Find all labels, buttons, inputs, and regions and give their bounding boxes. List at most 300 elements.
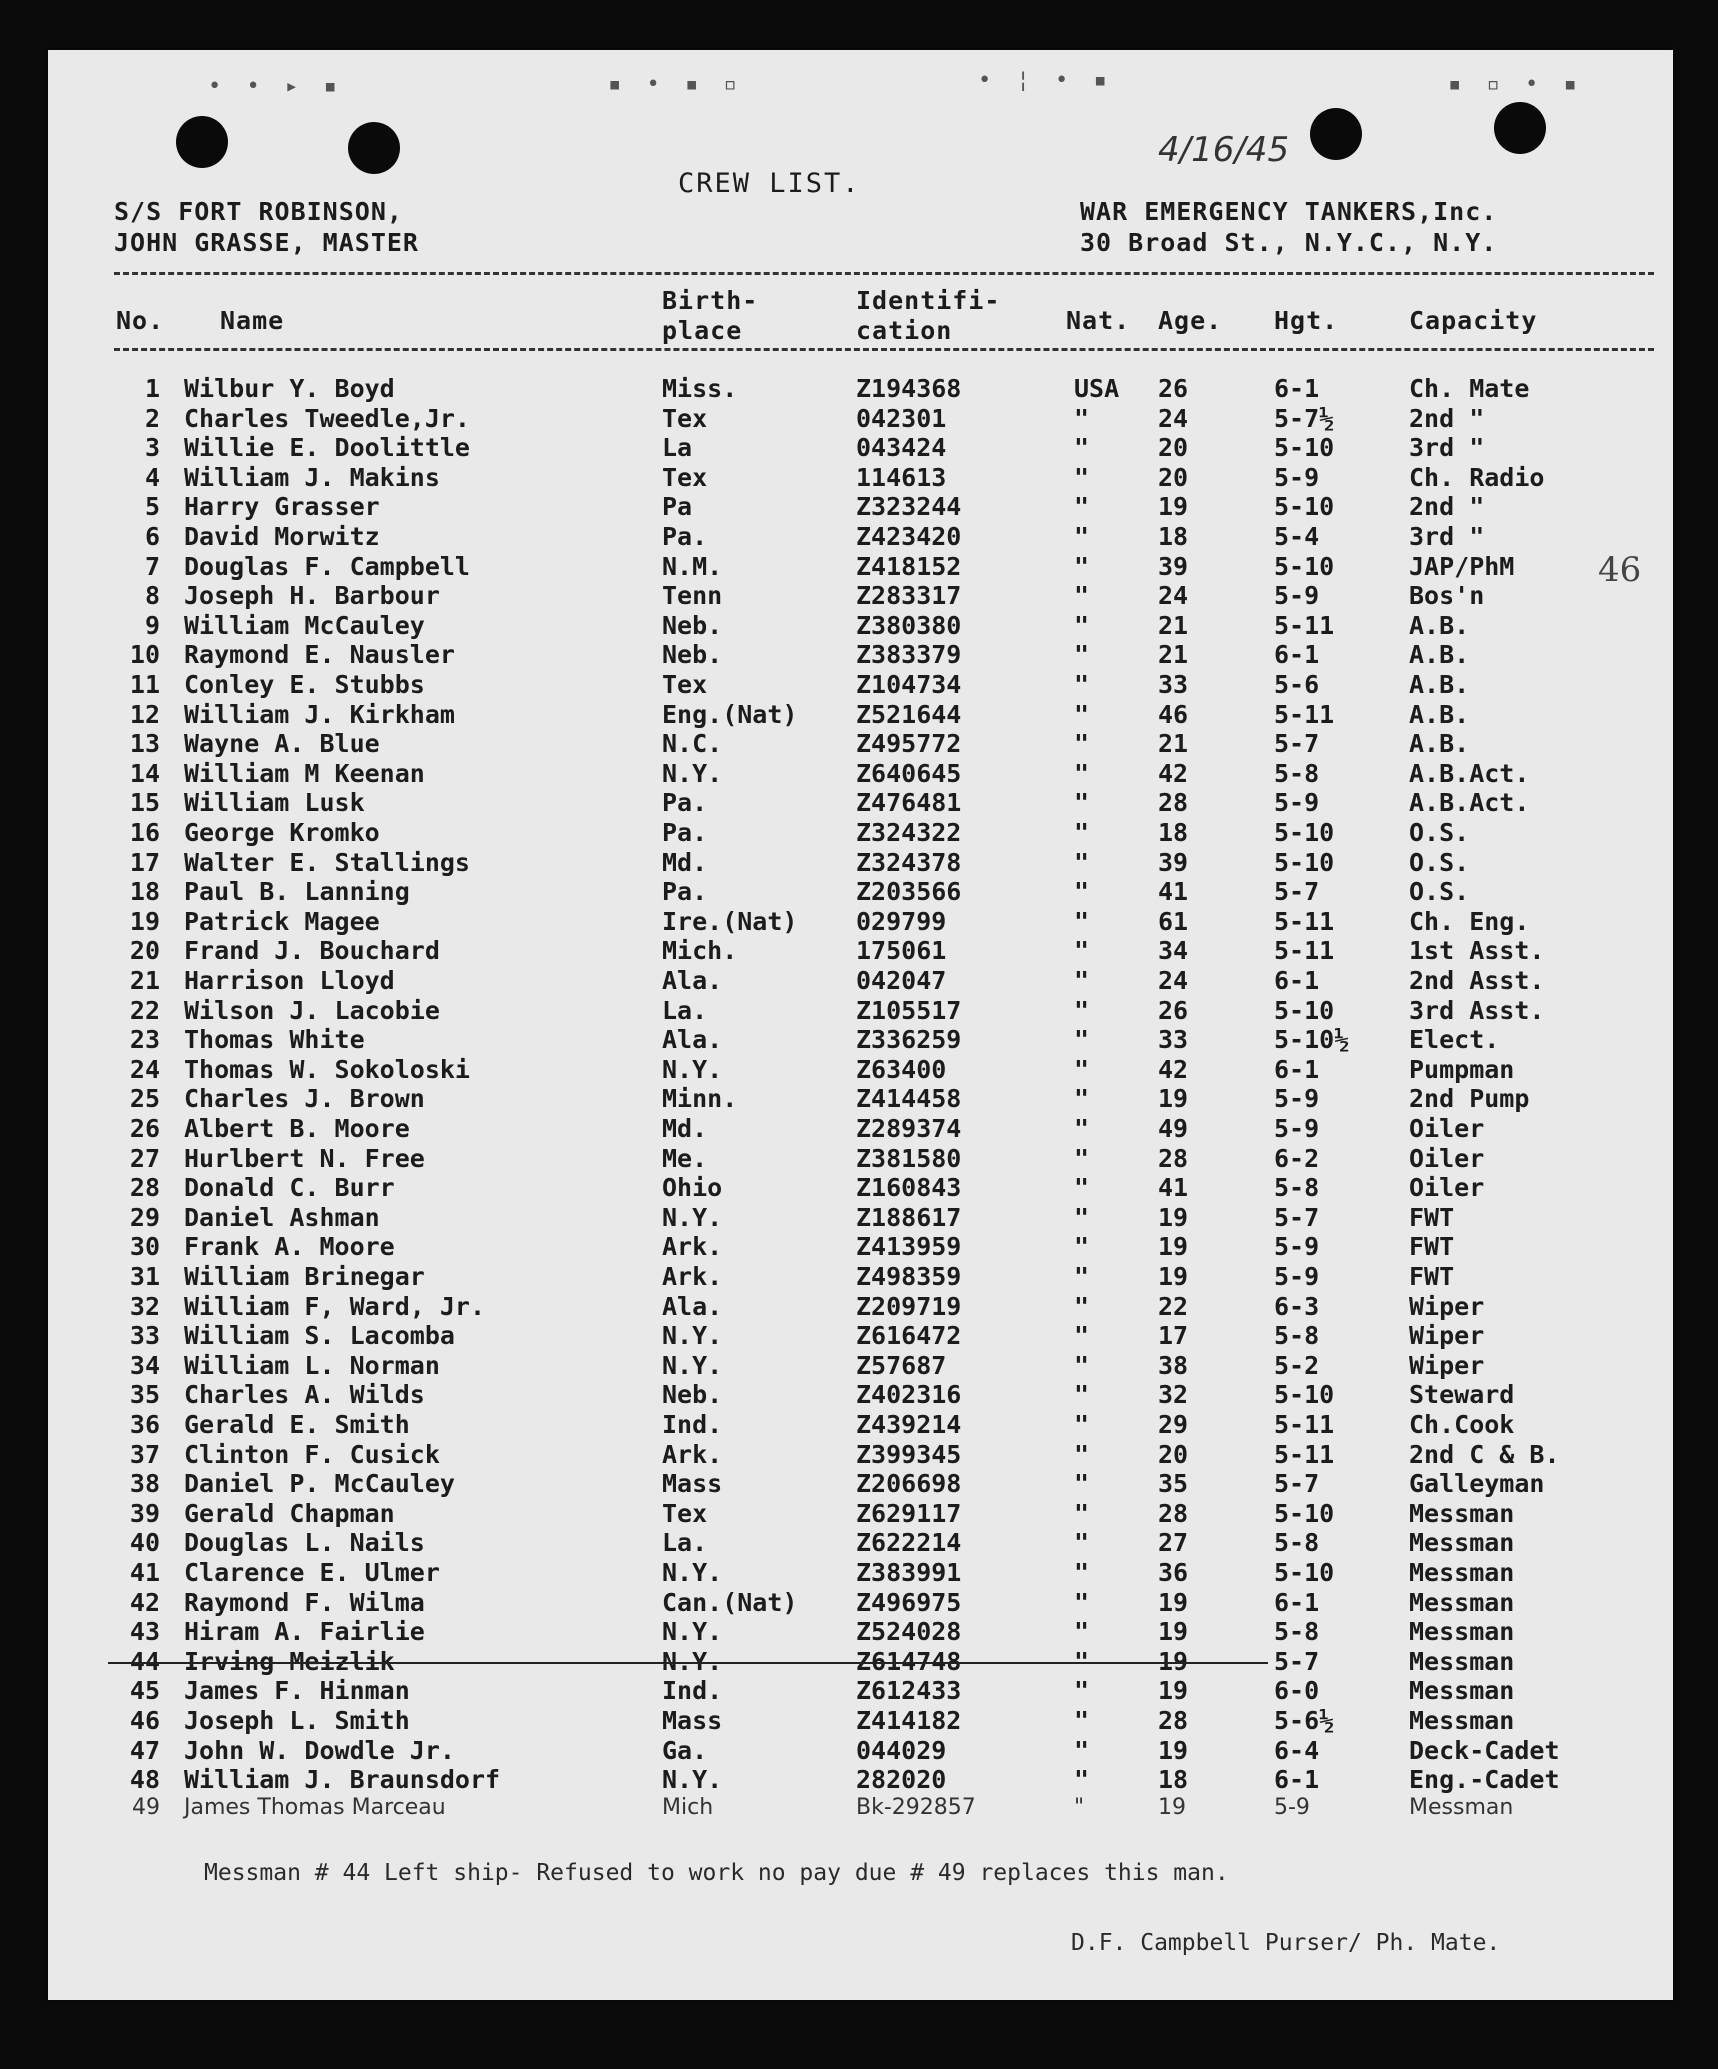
- cell-name: Thomas White: [184, 1025, 365, 1055]
- cell-no: 10: [129, 640, 160, 670]
- cell-capacity: FWT: [1409, 1232, 1455, 1262]
- cell-no: 39: [129, 1498, 160, 1528]
- cell-hgt: 5-9: [1274, 1794, 1310, 1820]
- cell-id: 042301: [856, 403, 947, 433]
- cell-age: 38: [1158, 1350, 1189, 1380]
- header-divider: [114, 272, 1654, 275]
- cell-age: 19: [1158, 1617, 1189, 1647]
- cell-birthplace: N.M.: [662, 551, 723, 581]
- cell-id: 175061: [856, 936, 947, 966]
- cell-birthplace: N.Y.: [662, 1765, 723, 1795]
- cell-age: 20: [1158, 433, 1189, 463]
- cell-capacity: Messman: [1409, 1676, 1515, 1706]
- cell-no: 42: [129, 1587, 160, 1617]
- cell-hgt: 5-11: [1274, 936, 1335, 966]
- cell-capacity: O.S.: [1409, 847, 1470, 877]
- cell-capacity: Oiler: [1409, 1173, 1485, 1203]
- cell-age: 33: [1158, 1025, 1189, 1055]
- table-row: [48, 788, 1673, 818]
- table-row: [48, 1558, 1673, 1588]
- cell-birthplace: La: [662, 433, 693, 463]
- cell-nat: ": [1074, 877, 1090, 907]
- cell-birthplace: Pa.: [662, 788, 708, 818]
- cell-no: 4: [144, 462, 160, 492]
- cell-birthplace: Tex: [662, 462, 708, 492]
- table-row: [48, 966, 1673, 996]
- ship-name: S/S FORT ROBINSON,: [114, 197, 403, 226]
- cell-name: William S. Lacomba: [184, 1321, 455, 1351]
- cell-nat: ": [1074, 1617, 1090, 1647]
- cell-capacity: 2nd Asst.: [1409, 966, 1545, 995]
- cell-name: James F. Hinman: [184, 1676, 410, 1706]
- cell-no: 12: [129, 699, 160, 729]
- cell-id: Z524028: [856, 1617, 962, 1647]
- table-row: [48, 1676, 1673, 1706]
- cell-nat: ": [1074, 492, 1090, 522]
- cell-nat: ": [1074, 758, 1090, 788]
- cell-id: Z194368: [856, 374, 962, 403]
- punch-hole: [1310, 108, 1362, 160]
- cell-birthplace: Pa.: [662, 818, 708, 847]
- table-row: [48, 670, 1673, 700]
- cell-nat: USA: [1074, 374, 1120, 403]
- cell-birthplace: Md.: [662, 1114, 708, 1143]
- cell-id: Z521644: [856, 699, 962, 729]
- cell-capacity: O.S.: [1409, 818, 1470, 847]
- table-row: [48, 404, 1673, 434]
- cell-birthplace: Mass: [662, 1706, 723, 1735]
- cell-nat: ": [1074, 847, 1090, 877]
- table-row: [48, 1380, 1673, 1410]
- cell-id: Z622214: [856, 1528, 962, 1558]
- cell-name: Joseph H. Barbour: [184, 581, 440, 611]
- table-row: [48, 936, 1673, 966]
- table-row: [48, 552, 1673, 582]
- cell-no: 43: [129, 1617, 160, 1647]
- table-row: [48, 433, 1673, 463]
- col-header-age: Age.: [1158, 306, 1223, 335]
- cell-id: 043424: [856, 433, 947, 463]
- cell-age: 41: [1158, 877, 1189, 907]
- table-row: [48, 848, 1673, 878]
- cell-no: 32: [129, 1291, 160, 1321]
- cell-birthplace: Ga.: [662, 1735, 708, 1765]
- cell-age: 32: [1158, 1380, 1189, 1410]
- cell-hgt: 5-2: [1274, 1350, 1320, 1380]
- cell-birthplace: Ark.: [662, 1262, 723, 1291]
- cell-id: Z336259: [856, 1025, 962, 1055]
- cell-hgt: 5-8: [1274, 1617, 1320, 1647]
- table-row: [48, 907, 1673, 937]
- cell-no: 29: [129, 1202, 160, 1232]
- cell-no: 36: [129, 1410, 160, 1439]
- cell-id: Z324322: [856, 818, 962, 847]
- cell-id: 029799: [856, 906, 947, 936]
- cell-id: 114613: [856, 462, 947, 492]
- table-row: [48, 522, 1673, 552]
- table-row: [48, 611, 1673, 641]
- col-header-name: Name: [220, 306, 285, 335]
- company-name: WAR EMERGENCY TANKERS,Inc.: [1080, 197, 1498, 226]
- table-row: [48, 877, 1673, 907]
- cell-id: Z439214: [856, 1410, 962, 1439]
- cell-birthplace: Tex: [662, 403, 708, 433]
- table-row: [48, 374, 1673, 404]
- cell-hgt: 5-11: [1274, 1439, 1335, 1469]
- cell-id: Z283317: [856, 581, 962, 611]
- cell-nat: ": [1074, 640, 1090, 670]
- cell-birthplace: Mich: [662, 1794, 714, 1820]
- cell-birthplace: N.Y.: [662, 1054, 723, 1084]
- cell-name: Gerald Chapman: [184, 1498, 395, 1528]
- cell-nat: ": [1074, 1350, 1090, 1380]
- cell-age: 21: [1158, 729, 1189, 759]
- cell-age: 28: [1158, 788, 1189, 818]
- cell-capacity: A.B.: [1409, 729, 1470, 759]
- cell-no: 48: [129, 1765, 160, 1795]
- cell-birthplace: Me.: [662, 1143, 708, 1173]
- cell-birthplace: N.Y.: [662, 1646, 723, 1676]
- cell-birthplace: Tex: [662, 1498, 708, 1528]
- cell-hgt: 6-3: [1274, 1291, 1320, 1321]
- col-header-capacity: Capacity: [1409, 306, 1538, 335]
- cell-hgt: 5-10: [1274, 995, 1335, 1025]
- cell-age: 19: [1158, 1202, 1189, 1232]
- company-address: 30 Broad St., N.Y.C., N.Y.: [1080, 228, 1498, 257]
- cell-id: Z104734: [856, 670, 962, 699]
- cell-id: Z629117: [856, 1498, 962, 1528]
- cell-age: 26: [1158, 374, 1189, 403]
- cell-age: 35: [1158, 1469, 1189, 1499]
- cell-no: 24: [129, 1054, 160, 1084]
- cell-birthplace: Ala.: [662, 1291, 723, 1321]
- cell-capacity: Messman: [1409, 1558, 1515, 1587]
- table-row: [48, 1647, 1673, 1677]
- cell-id: Z616472: [856, 1321, 962, 1351]
- cell-id: Z209719: [856, 1291, 962, 1321]
- cell-age: 41: [1158, 1173, 1189, 1203]
- cell-name: Willie E. Doolittle: [184, 433, 470, 463]
- crew-list-document: [48, 50, 1673, 2000]
- cell-no: 46: [129, 1706, 160, 1735]
- cell-hgt: 6-1: [1274, 1054, 1320, 1084]
- cell-hgt: 5-8: [1274, 1528, 1320, 1558]
- cell-capacity: Messman: [1409, 1498, 1515, 1528]
- cell-age: 46: [1158, 699, 1189, 729]
- cell-birthplace: N.Y.: [662, 1202, 723, 1232]
- signature-line: D.F. Campbell Purser/ Ph. Mate.: [1071, 1930, 1501, 1956]
- cell-nat: ": [1074, 1558, 1090, 1587]
- column-divider: [114, 348, 1654, 351]
- cell-name: Charles A. Wilds: [184, 1380, 425, 1410]
- cell-birthplace: Neb.: [662, 640, 723, 670]
- company-info: [1080, 196, 1497, 258]
- cell-no: 31: [129, 1262, 160, 1291]
- cell-age: 28: [1158, 1498, 1189, 1528]
- table-row: [48, 1765, 1673, 1795]
- cell-no: 37: [129, 1439, 160, 1469]
- cell-no: 44: [129, 1646, 160, 1676]
- cell-no: 19: [129, 906, 160, 936]
- cell-birthplace: N.Y.: [662, 1617, 723, 1647]
- cell-age: 61: [1158, 906, 1189, 936]
- cell-capacity: 3rd Asst.: [1409, 995, 1545, 1025]
- cell-no: 20: [129, 936, 160, 966]
- cell-birthplace: Ark.: [662, 1439, 723, 1469]
- cell-capacity: Ch. Eng.: [1409, 906, 1530, 936]
- cell-age: 19: [1158, 492, 1189, 522]
- cell-hgt: 5-10: [1274, 847, 1335, 877]
- cell-nat: ": [1074, 1410, 1090, 1439]
- table-row: [48, 1440, 1673, 1470]
- cell-age: 49: [1158, 1114, 1189, 1143]
- cell-hgt: 5-10: [1274, 492, 1335, 522]
- cell-nat: ": [1074, 1676, 1090, 1706]
- cell-hgt: 5-9: [1274, 1262, 1320, 1291]
- cell-name: Paul B. Lanning: [184, 877, 410, 907]
- cell-capacity: Bos'n: [1409, 581, 1485, 611]
- cell-birthplace: Pa.: [662, 522, 708, 551]
- cell-name: Raymond E. Nausler: [184, 640, 455, 670]
- cell-name: John W. Dowdle Jr.: [184, 1735, 455, 1765]
- table-row: [48, 996, 1673, 1026]
- cell-no: 1: [144, 374, 160, 403]
- cell-nat: ": [1074, 1528, 1090, 1558]
- cell-birthplace: Neb.: [662, 610, 723, 640]
- cell-capacity: 2nd C & B.: [1409, 1439, 1560, 1469]
- cell-name: Joseph L. Smith: [184, 1706, 410, 1735]
- cell-age: 26: [1158, 995, 1189, 1025]
- cell-capacity: Steward: [1409, 1380, 1515, 1410]
- cell-hgt: 5-8: [1274, 1321, 1320, 1351]
- punch-hole: [348, 122, 400, 174]
- cell-birthplace: Tenn: [662, 581, 723, 611]
- table-row: [48, 1084, 1673, 1114]
- cell-birthplace: N.Y.: [662, 758, 723, 788]
- cell-no: 30: [129, 1232, 160, 1262]
- cell-name: Raymond F. Wilma: [184, 1587, 425, 1617]
- table-row: [48, 729, 1673, 759]
- cell-no: 23: [129, 1025, 160, 1055]
- cell-birthplace: Can.(Nat): [662, 1587, 798, 1617]
- table-row: [48, 1025, 1673, 1055]
- cell-name: Clarence E. Ulmer: [184, 1558, 440, 1587]
- cell-age: 39: [1158, 551, 1189, 581]
- cell-name: Conley E. Stubbs: [184, 670, 425, 699]
- cell-no: 45: [129, 1676, 160, 1706]
- cell-hgt: 5-10: [1274, 1498, 1335, 1528]
- table-row: [48, 1469, 1673, 1499]
- cell-age: 39: [1158, 847, 1189, 877]
- cell-id: Z614748: [856, 1646, 962, 1676]
- cell-capacity: Elect.: [1409, 1025, 1500, 1055]
- cell-capacity: Messman: [1409, 1617, 1515, 1647]
- table-row: [48, 1617, 1673, 1647]
- ship-info: [114, 196, 419, 258]
- cell-birthplace: Md.: [662, 847, 708, 877]
- cell-capacity: Ch. Mate: [1409, 374, 1530, 403]
- cell-hgt: 6-4: [1274, 1735, 1320, 1765]
- cell-hgt: 6-0: [1274, 1676, 1320, 1706]
- cell-birthplace: N.C.: [662, 729, 723, 759]
- cell-name: Donald C. Burr: [184, 1173, 395, 1203]
- cell-name: William J. Kirkham: [184, 699, 455, 729]
- cell-age: 24: [1158, 966, 1189, 995]
- cell-birthplace: Ala.: [662, 966, 723, 995]
- punch-marks: • • ▸ ▪: [208, 74, 343, 99]
- table-row: [48, 1795, 1673, 1825]
- table-row: [48, 581, 1673, 611]
- table-row: [48, 1232, 1673, 1262]
- cell-id: Z495772: [856, 729, 962, 759]
- cell-hgt: 5-10: [1274, 551, 1335, 581]
- cell-no: 33: [129, 1321, 160, 1351]
- cell-capacity: 2nd ": [1409, 492, 1485, 522]
- cell-no: 40: [129, 1528, 160, 1558]
- cell-nat: ": [1074, 433, 1090, 463]
- cell-capacity: FWT: [1409, 1262, 1455, 1291]
- cell-hgt: 5-6½: [1274, 1706, 1335, 1735]
- cell-capacity: A.B.: [1409, 640, 1470, 670]
- cell-nat: ": [1074, 610, 1090, 640]
- cell-id: Z498359: [856, 1262, 962, 1291]
- cell-no: 34: [129, 1350, 160, 1380]
- cell-id: Z160843: [856, 1173, 962, 1203]
- cell-capacity: Messman: [1409, 1587, 1515, 1617]
- cell-name: William Lusk: [184, 788, 365, 818]
- table-row: [48, 700, 1673, 730]
- cell-capacity: Wiper: [1409, 1321, 1485, 1351]
- cell-no: 9: [144, 610, 160, 640]
- table-row: [48, 1588, 1673, 1618]
- cell-id: Z612433: [856, 1676, 962, 1706]
- cell-no: 21: [129, 966, 160, 995]
- cell-no: 26: [129, 1114, 160, 1143]
- cell-id: Z423420: [856, 522, 962, 551]
- cell-age: 29: [1158, 1410, 1189, 1439]
- cell-age: 20: [1158, 462, 1189, 492]
- table-row: [48, 492, 1673, 522]
- cell-age: 22: [1158, 1291, 1189, 1321]
- cell-hgt: 6-1: [1274, 640, 1320, 670]
- table-row: [48, 1114, 1673, 1144]
- cell-hgt: 5-9: [1274, 788, 1320, 818]
- cell-name: Douglas L. Nails: [184, 1528, 425, 1558]
- cell-age: 24: [1158, 581, 1189, 611]
- cell-name: Patrick Magee: [184, 906, 380, 936]
- cell-nat: ": [1074, 1646, 1090, 1676]
- cell-birthplace: Eng.(Nat): [662, 699, 798, 729]
- cell-nat: ": [1074, 1114, 1090, 1143]
- cell-capacity: 3rd ": [1409, 433, 1485, 463]
- cell-nat: ": [1074, 1173, 1090, 1203]
- cell-hgt: 5-7: [1274, 1646, 1320, 1676]
- cell-name: Daniel P. McCauley: [184, 1469, 455, 1499]
- cell-name: Walter E. Stallings: [184, 847, 470, 877]
- cell-age: 21: [1158, 640, 1189, 670]
- cell-age: 19: [1158, 1794, 1186, 1820]
- cell-capacity: Wiper: [1409, 1350, 1485, 1380]
- cell-id: Z206698: [856, 1469, 962, 1499]
- cell-id: Z413959: [856, 1232, 962, 1262]
- cell-age: 36: [1158, 1558, 1189, 1587]
- cell-age: 24: [1158, 403, 1189, 433]
- cell-capacity: A.B.: [1409, 699, 1470, 729]
- cell-nat: ": [1074, 1587, 1090, 1617]
- cell-nat: ": [1074, 1794, 1085, 1820]
- cell-nat: ": [1074, 670, 1090, 699]
- cell-nat: ": [1074, 729, 1090, 759]
- cell-capacity: JAP/PhM: [1409, 551, 1515, 581]
- cell-name: Harry Grasser: [184, 492, 380, 522]
- cell-name: Frank A. Moore: [184, 1232, 395, 1262]
- table-row: [48, 463, 1673, 493]
- cell-nat: ": [1074, 462, 1090, 492]
- cell-nat: ": [1074, 1054, 1090, 1084]
- cell-capacity: Oiler: [1409, 1114, 1485, 1143]
- cell-name: David Morwitz: [184, 522, 380, 551]
- cell-no: 18: [129, 877, 160, 907]
- cell-hgt: 6-1: [1274, 966, 1320, 995]
- cell-birthplace: N.Y.: [662, 1321, 723, 1351]
- cell-hgt: 5-10: [1274, 1558, 1335, 1587]
- cell-age: 17: [1158, 1321, 1189, 1351]
- cell-capacity: Messman: [1409, 1528, 1515, 1558]
- cell-age: 19: [1158, 1232, 1189, 1262]
- cell-name: Harrison Lloyd: [184, 966, 395, 995]
- cell-birthplace: Ire.(Nat): [662, 906, 798, 936]
- cell-name: Irving Meizlik: [184, 1646, 395, 1676]
- cell-no: 35: [129, 1380, 160, 1410]
- cell-capacity: Eng.-Cadet: [1409, 1765, 1560, 1795]
- cell-name: Charles Tweedle,Jr.: [184, 403, 470, 433]
- cell-capacity: 3rd ": [1409, 522, 1485, 551]
- document-title: CREW LIST.: [678, 168, 861, 199]
- cell-name: William McCauley: [184, 610, 425, 640]
- cell-capacity: Ch.Cook: [1409, 1410, 1515, 1439]
- cell-id: Z289374: [856, 1114, 962, 1143]
- cell-capacity: FWT: [1409, 1202, 1455, 1232]
- cell-birthplace: Pa: [662, 492, 693, 522]
- cell-nat: ": [1074, 1735, 1090, 1765]
- cell-no: 27: [129, 1143, 160, 1173]
- cell-capacity: Oiler: [1409, 1143, 1485, 1173]
- cell-age: 20: [1158, 1439, 1189, 1469]
- cell-nat: ": [1074, 1025, 1090, 1055]
- table-row: [48, 1292, 1673, 1322]
- cell-no: 28: [129, 1173, 160, 1203]
- cell-age: 19: [1158, 1587, 1189, 1617]
- cell-id: Z323244: [856, 492, 962, 522]
- cell-name: Wayne A. Blue: [184, 729, 380, 759]
- cell-hgt: 5-10: [1274, 818, 1335, 847]
- cell-nat: ": [1074, 818, 1090, 847]
- cell-nat: ": [1074, 1202, 1090, 1232]
- table-row: [48, 1499, 1673, 1529]
- table-row: [48, 818, 1673, 848]
- cell-age: 28: [1158, 1706, 1189, 1735]
- cell-age: 19: [1158, 1676, 1189, 1706]
- cell-nat: ": [1074, 551, 1090, 581]
- cell-no: 25: [129, 1084, 160, 1114]
- cell-capacity: A.B.Act.: [1409, 788, 1530, 818]
- cell-hgt: 6-1: [1274, 1587, 1320, 1617]
- cell-no: 7: [144, 551, 160, 581]
- cell-nat: ": [1074, 1084, 1090, 1114]
- cell-birthplace: Ind.: [662, 1676, 723, 1706]
- table-row: [48, 1144, 1673, 1174]
- cell-hgt: 5-9: [1274, 462, 1320, 492]
